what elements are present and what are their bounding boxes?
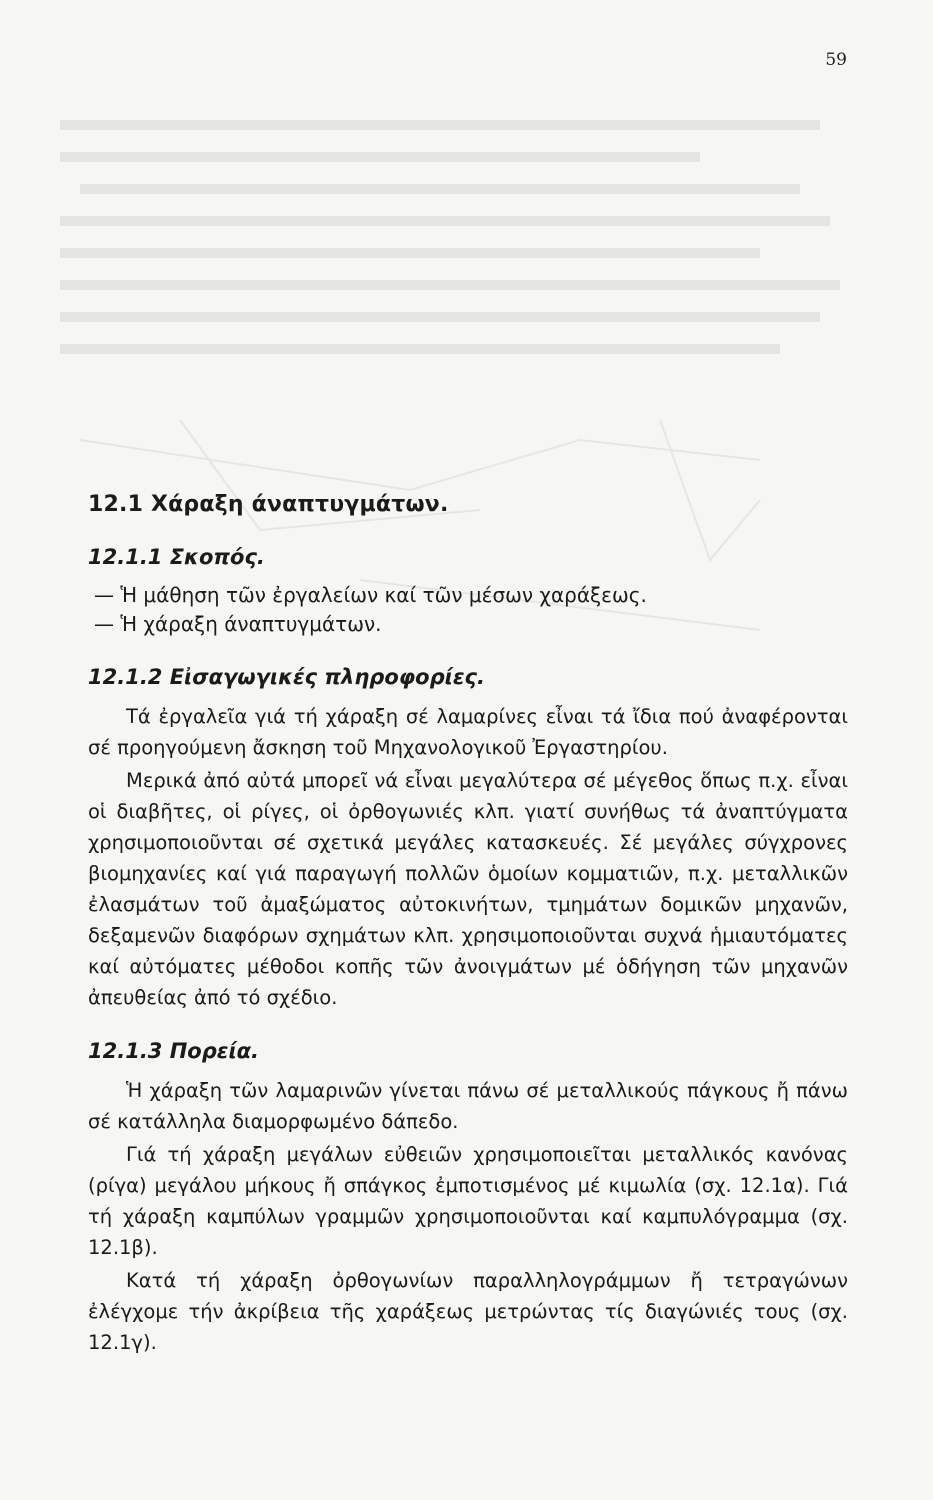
procedure-paragraph: Ἡ χάραξη τῶν λαμαρινῶν γίνεται πάνω σέ μεταλλικούς πάγκους ἤ πάνω σέ κατάλληλα διαμορφωμένο δάπεδο. [88, 1079, 848, 1133]
purpose-item: — Ἡ μάθηση τῶν ἐργαλείων καί τῶν μέσων χαράξεως. [94, 583, 647, 607]
procedure-heading: 12.1.3 Πορεία. [88, 1039, 260, 1063]
purpose-item: — Ἡ χάραξη άναπτυγμάτων. [94, 612, 382, 636]
procedure-paragraph: Γιά τή χάραξη μεγάλων εὐθειῶν χρησιμοποιεῖται μεταλλικός κανόνας (ρίγα) μεγάλου μήκους ἤ σπάγκος ἐμποτισμένος μέ κιμωλία (σχ. 12.1α). Γιά τή χάραξη καμπύλων γραμμῶν χρησιμοποιοῦνται καί καμπυλόγραμμα (σχ. 12.1β). [88, 1143, 848, 1259]
page-number: 59 [825, 50, 847, 70]
procedure-paragraph: Κατά τή χάραξη ὀρθογωνίων παραλληλογράμμων ἤ τετραγώνων ἐλέγχομε τήν ἀκρίβεια τῆς χαράξεως μετρώντας τίς διαγώνιές τους (σχ. 12.1γ). [88, 1269, 848, 1354]
intro-paragraph: Τά ἐργαλεῖα γιά τή χάραξη σέ λαμαρίνες εἶναι τά ἴδια πού ἀναφέρονται σέ προηγούμενη ἄσκηση τοῦ Μηχανολογικοῦ Ἐργαστηρίου. [88, 705, 848, 759]
intro-paragraph: Μερικά ἀπό αὐτά μπορεῖ νά εἶναι μεγαλύτερα σέ μέγεθος ὅπως π.χ. εἶναι οἱ διαβῆτες, οἱ ρίγες, οἱ ὀρθογωνιές κλπ. γιατί συνήθως τά ἀναπτύγματα χρησιμοποιοῦνται σέ σχετικά μεγάλες κατασκευές. Σέ μεγάλες σύγχρονες βιομηχανίες καί γιά παραγωγή πολλῶν ὁμοίων κομματιῶν, π.χ. μεταλλικῶν ἐλασμάτων τοῦ ἀμαξώματος αὐτοκινήτων, τμημάτων δομικῶν μηχανῶν, δεξαμενῶν διαφόρων σχημάτων κλπ. χρησιμοποιοῦνται συχνά ἡμιαυτόματες καί αὐτόματες μέθοδοι κοπῆς τῶν ἀνοιγμάτων μέ ὁδήγηση τῶν μηχανῶν ἀπευθείας ἀπό τό σχέδιο. [88, 769, 848, 1009]
intro-heading: 12.1.2 Εἰσαγωγικές πληροφορίες. [88, 665, 485, 689]
section-title: 12.1 Χάραξη άναπτυγμάτων. [88, 492, 449, 517]
bleed-through-text [60, 110, 860, 370]
page-content [88, 492, 848, 1358]
purpose-heading: 12.1.1 Σκοπός. [88, 545, 265, 569]
